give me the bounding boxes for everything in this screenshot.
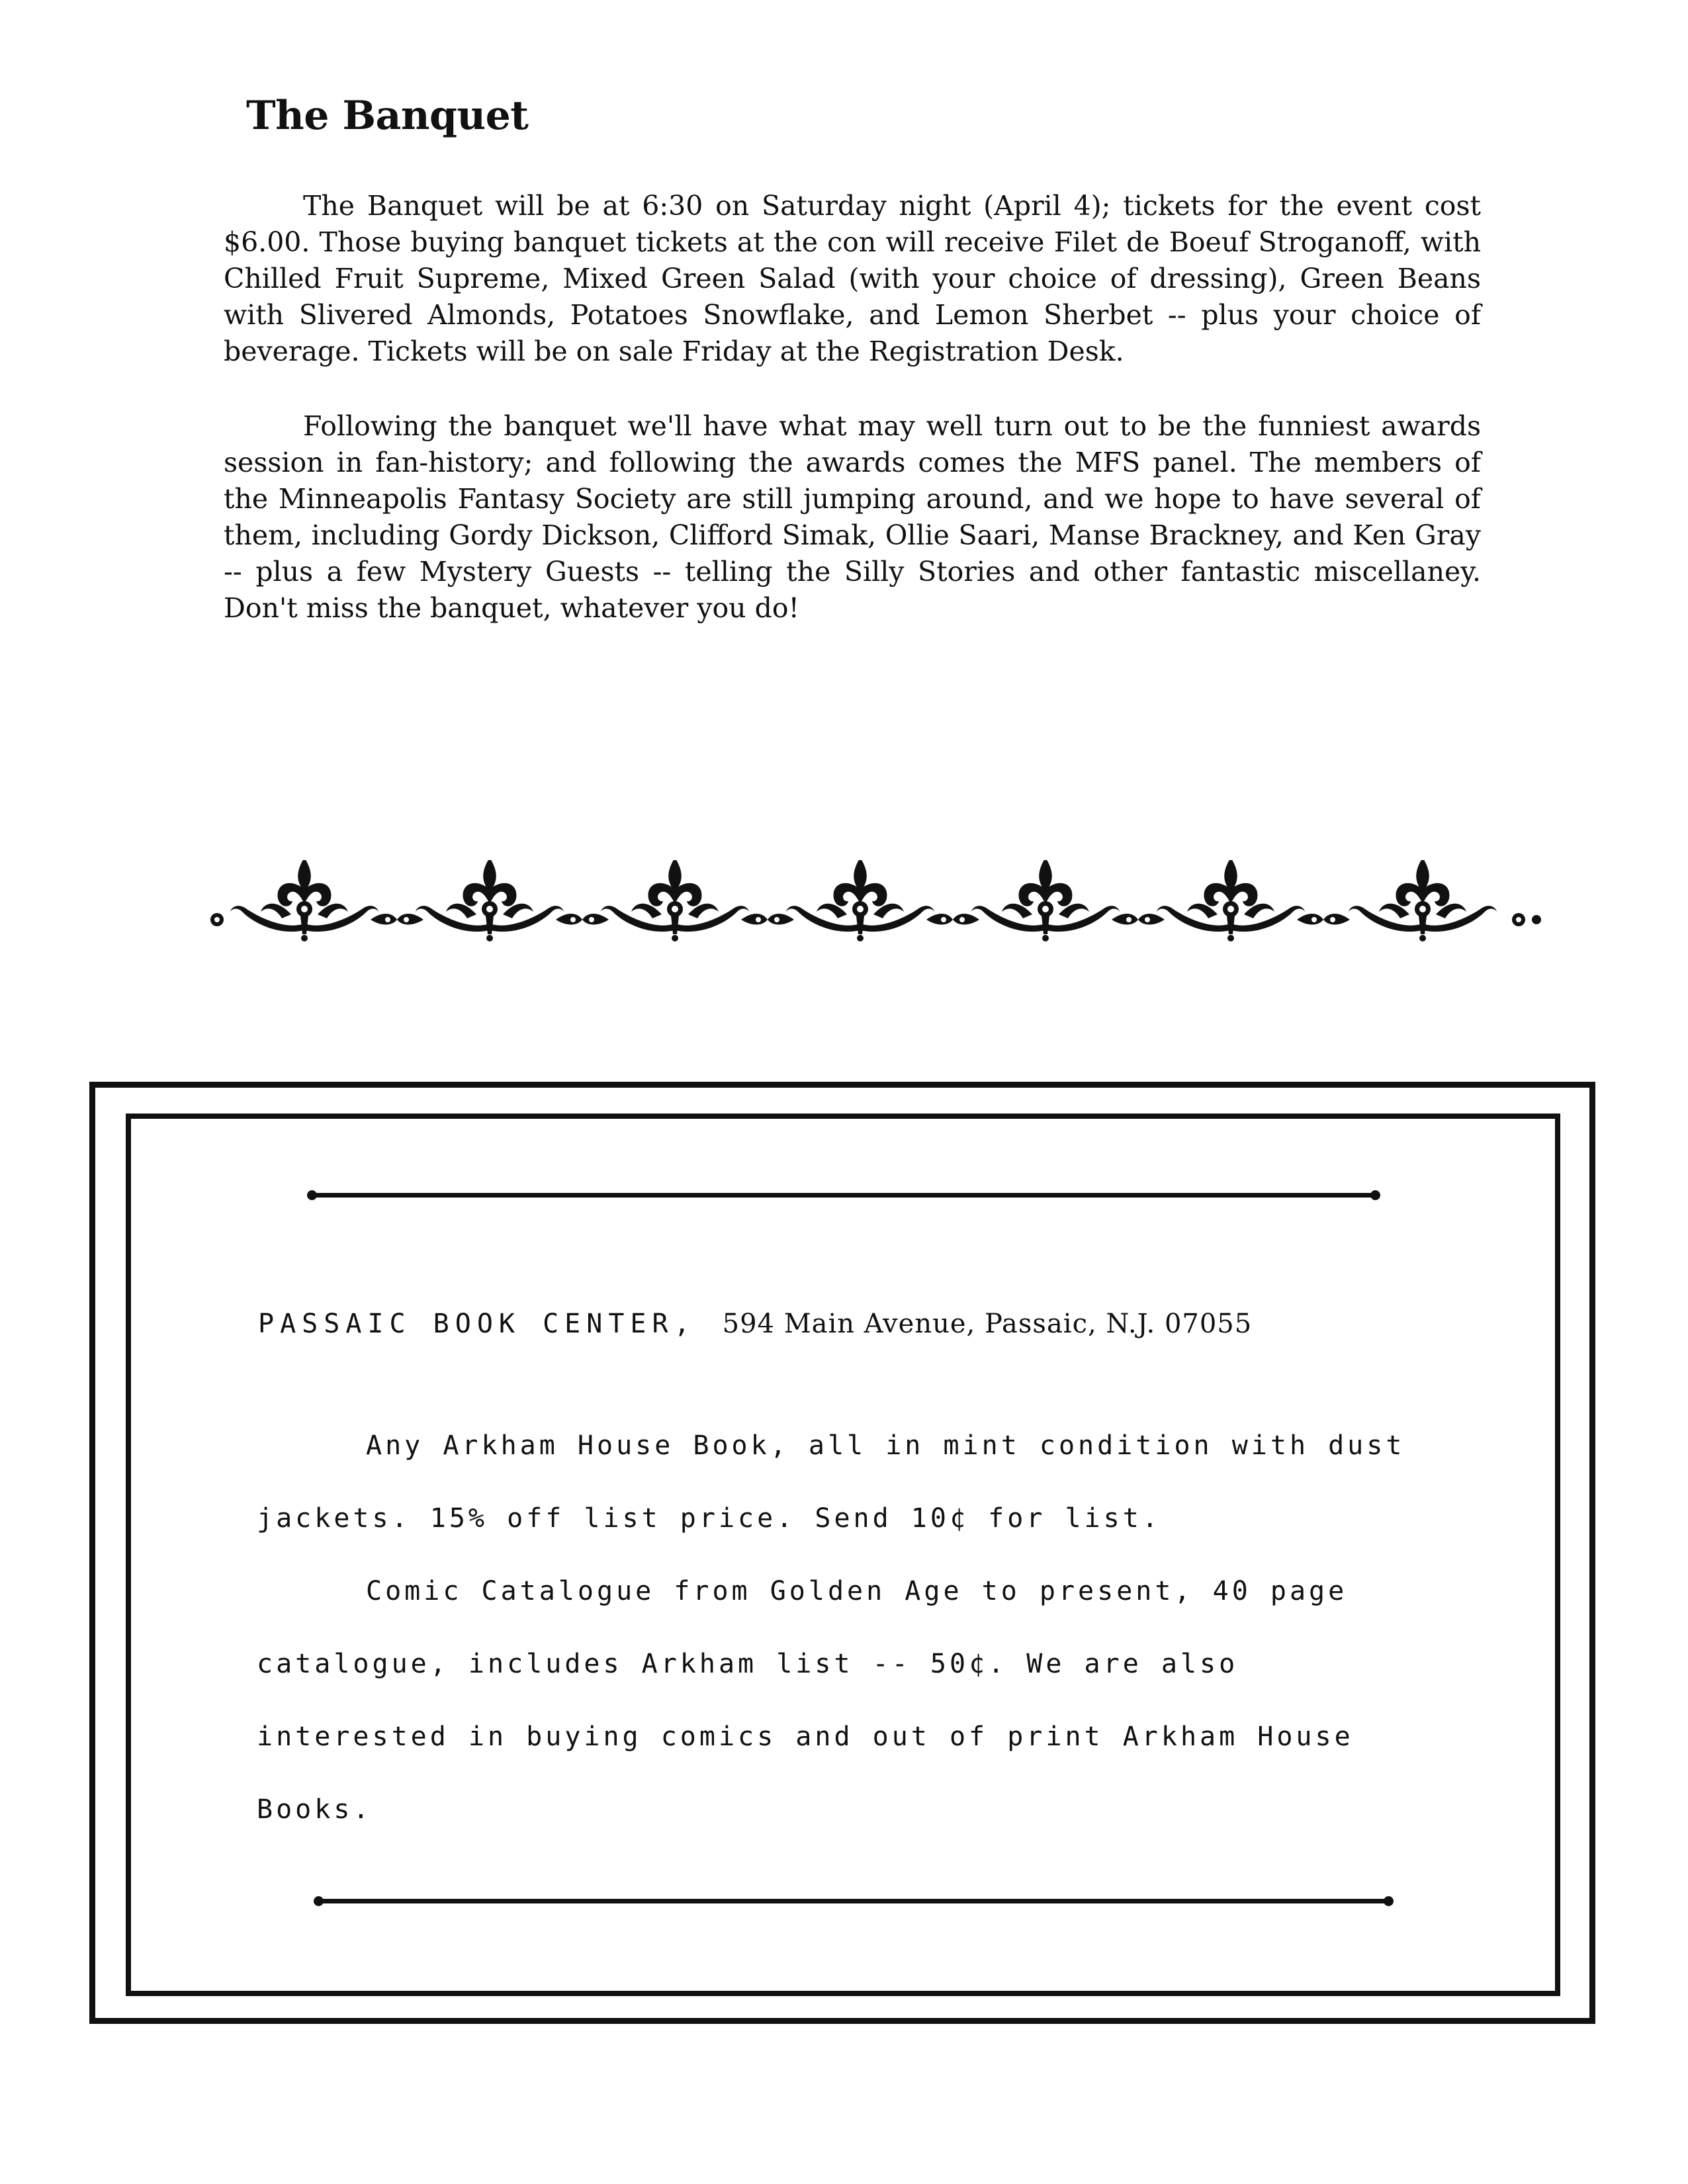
ad-header: [258, 1309, 1252, 1339]
ad-store-name: PASSAIC BOOK CENTER,: [258, 1309, 696, 1339]
banquet-paragraph-1: The Banquet will be at 6:30 on Saturday night (April 4); tickets for the event cost $6.00. Those buying banquet tickets at the con will receive Filet de Boeuf Stroganoff, with Chilled Fruit Supreme, Mixed Green Salad (with your choice of dressing), Green Beans with Slivered Almonds, Potatoes Snowflake, and Lemon Sherbet -- plus your choice of beverage. Tickets will be on sale Friday at the Registration Desk.: [224, 190, 1481, 367]
decorative-ornament-border: [205, 860, 1555, 966]
banquet-paragraph-2: Following the banquet we'll have what may well turn out to be the funniest awards session in fan-history; and following the awards comes the MFS panel. The members of the Minneapolis Fantasy Society are still jumping around, and we hope to have several of them, including Gordy Dickson, Clifford Simak, Ollie Saari, Manse Brackney, and Ken Gray -- plus a few Mystery Guests -- telling the Silly Stories and other fantastic miscellaney. Don't miss the banquet, whatever you do!: [224, 410, 1481, 624]
ad-address: 594 Main Avenue, Passaic, N.J. 07055: [722, 1309, 1253, 1339]
ad-bottom-rule: [318, 1899, 1390, 1903]
ad-paragraph-1: Any Arkham House Book, all in mint condition with dust jackets. 15% off list price. Send 10¢ for list.: [257, 1430, 1405, 1534]
ad-top-rule: [311, 1193, 1376, 1198]
banquet-title: The Banquet: [246, 93, 529, 139]
ad-body: [257, 1409, 1441, 1846]
ad-paragraph-2: Comic Catalogue from Golden Age to present, 40 page catalogue, includes Arkham list -- 50¢. We are also interested in buying comics and out of print Arkham House Books.: [257, 1576, 1354, 1825]
